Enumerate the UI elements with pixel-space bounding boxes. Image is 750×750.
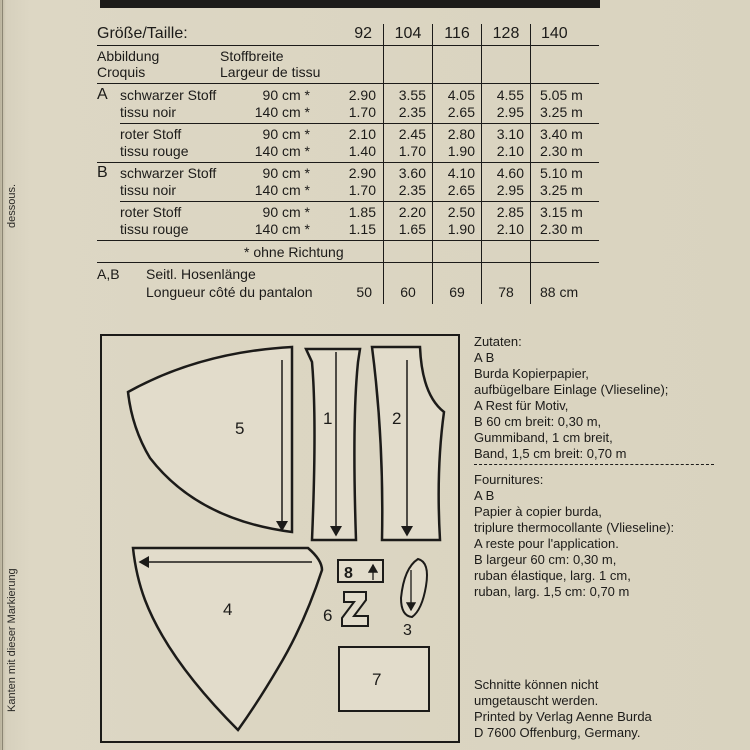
cell-140: 3.25 m — [540, 104, 583, 120]
cell-128: 2.10 — [496, 221, 524, 237]
length-116: 69 — [449, 284, 465, 300]
notion-line: Gummiband, 1 cm breit, — [474, 430, 613, 445]
notions-title-de: Zutaten: — [474, 334, 522, 349]
piece-number-1: 1 — [323, 409, 333, 428]
fabric-width: 140 cm * — [254, 221, 310, 237]
fabric-width: 140 cm * — [254, 182, 310, 198]
fabric-name: roter Stoff — [120, 126, 182, 142]
length-140: 88 cm — [540, 284, 579, 300]
fabric-name: tissu rouge — [120, 221, 189, 237]
cell-116: 2.65 — [447, 104, 475, 120]
cell-128: 2.85 — [496, 204, 524, 220]
cell-116: 2.80 — [447, 126, 475, 142]
cell-128: 4.55 — [496, 87, 524, 103]
cell-140: 3.15 m — [540, 204, 583, 220]
fabric-name: schwarzer Stoff — [120, 165, 217, 181]
cell-104: 1.70 — [398, 143, 426, 159]
cell-104: 2.35 — [398, 104, 426, 120]
pattern-piece-1 — [306, 349, 360, 540]
size-92: 92 — [354, 25, 372, 42]
notion-line: Burda Kopierpapier, — [474, 366, 589, 381]
length-view: A,B — [97, 266, 120, 282]
footer-line: Printed by Verlag Aenne Burda — [474, 709, 652, 724]
fabric-width: 90 cm * — [262, 126, 310, 142]
cell-140: 3.40 m — [540, 126, 583, 142]
piece-number-4: 4 — [223, 600, 233, 619]
notion-line: triplure thermocollante (Vlieseline): — [474, 520, 675, 535]
cell-92: 2.90 — [348, 87, 376, 103]
piece-number-2: 2 — [392, 409, 402, 428]
cell-116: 4.10 — [447, 165, 475, 181]
cell-104: 1.65 — [398, 221, 426, 237]
piece-number-6: 6 — [323, 606, 333, 625]
notion-line: B largeur 60 cm: 0,30 m, — [474, 552, 617, 567]
cell-92: 1.70 — [348, 104, 376, 120]
margin-text-markierung: Kanten mit dieser Markierung — [6, 568, 18, 712]
length-92: 50 — [356, 284, 372, 300]
fabric-name: roter Stoff — [120, 204, 182, 220]
size-header-label: Größe/Taille: — [97, 25, 188, 42]
fabric-width: 140 cm * — [254, 143, 310, 159]
cell-128: 4.60 — [496, 165, 524, 181]
pattern-piece-7 — [339, 647, 429, 711]
notion-line: A reste pour l'application. — [474, 536, 619, 551]
cell-140: 2.30 m — [540, 143, 583, 159]
view-letter: B — [97, 164, 108, 181]
length-128: 78 — [498, 284, 514, 300]
pattern-piece-4 — [133, 548, 322, 730]
margin-text-dessous: dessous. — [6, 183, 18, 228]
notions-title-fr: Fournitures: — [474, 472, 544, 487]
cell-140: 2.30 m — [540, 221, 583, 237]
length-label-de: Seitl. Hosenlänge — [146, 266, 256, 282]
pattern-piece-5 — [128, 347, 292, 532]
cell-116: 1.90 — [447, 143, 475, 159]
notion-line: Band, 1,5 cm breit: 0,70 m — [474, 446, 627, 461]
fabric-name: tissu noir — [120, 104, 177, 120]
size-128: 128 — [492, 25, 520, 42]
cell-92: 1.85 — [348, 204, 376, 220]
fabric-width: 90 cm * — [262, 165, 310, 181]
cell-104: 2.20 — [398, 204, 426, 220]
notions-divider — [474, 464, 714, 466]
cell-116: 2.65 — [447, 182, 475, 198]
cell-104: 3.60 — [398, 165, 426, 181]
cell-92: 2.90 — [348, 165, 376, 181]
cell-128: 2.95 — [496, 104, 524, 120]
fabric-width: 90 cm * — [262, 87, 310, 103]
footer-line: Schnitte können nicht — [474, 677, 599, 692]
cell-128: 2.95 — [496, 182, 524, 198]
cell-128: 2.10 — [496, 143, 524, 159]
fabric-width: 140 cm * — [254, 104, 310, 120]
cell-116: 1.90 — [447, 221, 475, 237]
piece-number-3: 3 — [403, 622, 412, 639]
cell-104: 2.45 — [398, 126, 426, 142]
column-label-croquis: Croquis — [97, 64, 146, 80]
cell-140: 5.10 m — [540, 165, 583, 181]
piece-number-7: 7 — [372, 670, 382, 689]
cell-92: 2.10 — [348, 126, 376, 142]
fabric-name: tissu rouge — [120, 143, 189, 159]
fabric-width: 90 cm * — [262, 204, 310, 220]
notion-line: Papier à copier burda, — [474, 504, 602, 519]
piece-number-5: 5 — [235, 419, 245, 438]
footer-line: umgetauscht werden. — [474, 693, 599, 708]
piece-number-8: 8 — [344, 565, 353, 582]
fabric-name: schwarzer Stoff — [120, 87, 217, 103]
cell-116: 2.50 — [447, 204, 475, 220]
cell-104: 2.35 — [398, 182, 426, 198]
length-104: 60 — [400, 284, 416, 300]
notion-line: aufbügelbare Einlage (Vlieseline); — [474, 382, 669, 397]
notion-line: ruban élastique, larg. 1 cm, — [474, 568, 631, 583]
length-label-fr: Longueur côté du pantalon — [146, 284, 313, 300]
column-label-abbildung: Abbildung — [97, 48, 160, 64]
cell-92: 1.15 — [348, 221, 376, 237]
pattern-piece-2 — [372, 347, 444, 540]
view-letter: A — [97, 86, 108, 103]
cell-92: 1.40 — [348, 143, 376, 159]
cell-92: 1.70 — [348, 182, 376, 198]
pattern-piece-3 — [401, 559, 427, 617]
cell-140: 3.25 m — [540, 182, 583, 198]
column-label-largeur: Largeur de tissu — [220, 64, 321, 80]
cell-104: 3.55 — [398, 87, 426, 103]
fabric-name: tissu noir — [120, 182, 177, 198]
cell-140: 5.05 m — [540, 87, 583, 103]
size-116: 116 — [444, 25, 470, 42]
footer-line: D 7600 Offenburg, Germany. — [474, 725, 641, 740]
footnote-no-direction: * ohne Richtung — [244, 244, 344, 260]
notion-line: A Rest für Motiv, — [474, 398, 569, 413]
cell-128: 3.10 — [496, 126, 524, 142]
notion-line: ruban, larg. 1,5 cm: 0,70 m — [474, 584, 630, 599]
size-140: 140 — [541, 25, 568, 42]
notions-views-fr: A B — [474, 488, 495, 503]
column-label-stoffbreite: Stoffbreite — [220, 48, 284, 64]
size-104: 104 — [394, 25, 422, 42]
notions-views-de: A B — [474, 350, 495, 365]
notion-line: B 60 cm breit: 0,30 m, — [474, 414, 602, 429]
pattern-piece-6 — [342, 592, 368, 626]
cell-116: 4.05 — [447, 87, 475, 103]
